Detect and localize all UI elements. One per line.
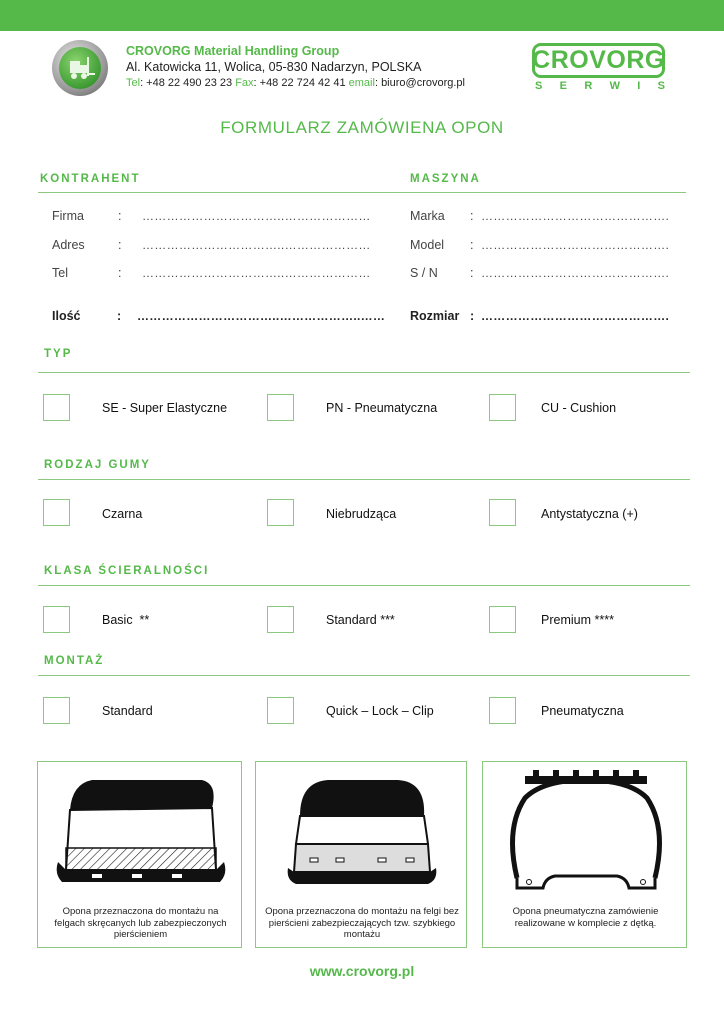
divider (470, 479, 690, 480)
tel-label: Tel (126, 77, 141, 89)
email-value: : biuro@crovorg.pl (374, 77, 465, 89)
tel-value: : +48 22 490 23 23 (140, 77, 236, 89)
ilosc-colon: : (117, 309, 122, 323)
checkbox-basic[interactable] (43, 606, 70, 633)
option-antystatyczna: Antystatyczna (+) (541, 507, 638, 521)
caption-line: Opona przeznaczona do montażu na (62, 906, 219, 917)
firma-field[interactable]: ……………………………..………………… (142, 209, 371, 223)
firma-label: Firma (52, 209, 84, 223)
company-name: CROVORG Material Handling Group (126, 44, 340, 58)
sn-colon: : (470, 266, 474, 280)
tire-cross-section-icon (278, 772, 446, 890)
card-caption (260, 906, 464, 941)
top-bar (0, 0, 724, 31)
brand-sub-letter: S (657, 80, 665, 92)
model-label: Model (410, 238, 445, 252)
tel-field[interactable]: ……………………………..………………… (142, 266, 371, 280)
divider (38, 479, 470, 480)
brand-logo (532, 43, 665, 78)
brand-name: CROVORG (532, 46, 665, 74)
checkbox-se[interactable] (43, 394, 70, 421)
option-czarna: Czarna (102, 507, 143, 521)
caption-line: felgach skręcanych lub zabezpieczonych (54, 917, 227, 929)
company-contact (126, 77, 465, 89)
tire-card-screwed-rim (37, 761, 242, 948)
adres-field[interactable]: ……………………………..………………… (142, 238, 371, 252)
fax-label: Fax (235, 77, 254, 89)
option-basic: Basic ** (102, 613, 150, 627)
sn-field[interactable]: ………………………………………. (481, 266, 670, 280)
forklift-logo-icon (52, 40, 108, 96)
caption-line: Opona przeznaczona do montażu na felgi bez (265, 906, 459, 917)
kontrahent-heading: KONTRAHENT (40, 173, 141, 185)
option-pneumatyczna: Pneumatyczna (541, 704, 624, 718)
caption-line: pierścieniem (113, 929, 168, 940)
model-field[interactable]: ………………………………………. (481, 238, 670, 252)
ilosc-field[interactable]: ……………………………..………………..…… (137, 309, 386, 323)
firma-colon: : (118, 209, 122, 223)
adres-colon: : (118, 238, 122, 252)
option-niebrudzaca: Niebrudząca (326, 507, 397, 521)
brand-sub-letter: W (609, 80, 620, 92)
marka-colon: : (470, 209, 474, 223)
tire-card-pneumatic (482, 761, 687, 948)
klasa-heading: KLASA ŚCIERALNOŚCI (44, 565, 210, 577)
company-address: Al. Katowicka 11, Wolica, 05-830 Nadarzyn, POLSKA (126, 60, 422, 74)
rozmiar-colon: : (470, 309, 475, 323)
checkbox-quick-lock[interactable] (267, 697, 294, 724)
option-standard-montaz: Standard (102, 704, 153, 718)
caption-line: pierścieni zabezpieczających tzw. szybkiego (268, 917, 456, 929)
divider (38, 585, 690, 586)
brand-sub-letter: I (637, 80, 641, 92)
checkbox-cu[interactable] (489, 394, 516, 421)
card-caption (487, 906, 684, 929)
checkbox-standard-klasa[interactable] (267, 606, 294, 633)
divider (38, 192, 686, 193)
checkbox-niebrudzaca[interactable] (267, 499, 294, 526)
brand-sub-letter: S (535, 80, 543, 92)
fax-value: : +48 22 724 42 41 (253, 77, 349, 89)
divider (38, 372, 690, 373)
pneumatic-tire-icon (503, 768, 669, 896)
rodzaj-gumy-heading: RODZAJ GUMY (44, 459, 151, 471)
maszyna-heading: MASZYNA (410, 173, 481, 185)
caption-line: realizowane w komplecie z dętką. (514, 917, 657, 929)
brand-subtitle (535, 80, 665, 92)
tire-card-quick-mount (255, 761, 467, 948)
email-label: email (348, 77, 375, 89)
card-caption (42, 906, 239, 941)
rozmiar-field[interactable]: ………………………………………. (481, 309, 670, 323)
checkbox-premium[interactable] (489, 606, 516, 633)
marka-label: Marka (410, 209, 445, 223)
brand-sub-letter: E (559, 80, 567, 92)
rozmiar-label: Rozmiar (410, 309, 460, 323)
marka-field[interactable]: ………………………………………. (481, 209, 670, 223)
tel-field-label: Tel (52, 266, 68, 280)
option-pn: PN - Pneumatyczna (326, 401, 438, 415)
option-standard-klasa: Standard *** (326, 613, 395, 627)
tire-cross-section-icon (52, 770, 230, 895)
option-cu: CU - Cushion (541, 401, 617, 415)
option-premium: Premium **** (541, 613, 614, 627)
model-colon: : (470, 238, 474, 252)
checkbox-standard-montaz[interactable] (43, 697, 70, 724)
typ-heading: TYP (44, 348, 73, 360)
brand-sub-letter: R (584, 80, 593, 92)
checkbox-antystatyczna[interactable] (489, 499, 516, 526)
checkbox-pneumatyczna[interactable] (489, 697, 516, 724)
caption-line: montażu (343, 929, 381, 940)
option-se: SE - Super Elastyczne (102, 401, 228, 415)
montaz-heading: MONTAŻ (44, 655, 105, 667)
adres-label: Adres (52, 238, 85, 252)
option-quick-lock: Quick – Lock – Clip (326, 704, 434, 718)
sn-label: S / N (410, 266, 438, 280)
checkbox-pn[interactable] (267, 394, 294, 421)
tel-colon: : (118, 266, 122, 280)
website-link[interactable]: www.crovorg.pl (309, 963, 415, 979)
form-title: FORMULARZ ZAMÓWIENA OPON (220, 118, 504, 137)
checkbox-czarna[interactable] (43, 499, 70, 526)
ilosc-label: Ilość (52, 309, 81, 323)
caption-line: Opona pneumatyczna zamówienie (512, 906, 659, 917)
divider (38, 675, 690, 676)
